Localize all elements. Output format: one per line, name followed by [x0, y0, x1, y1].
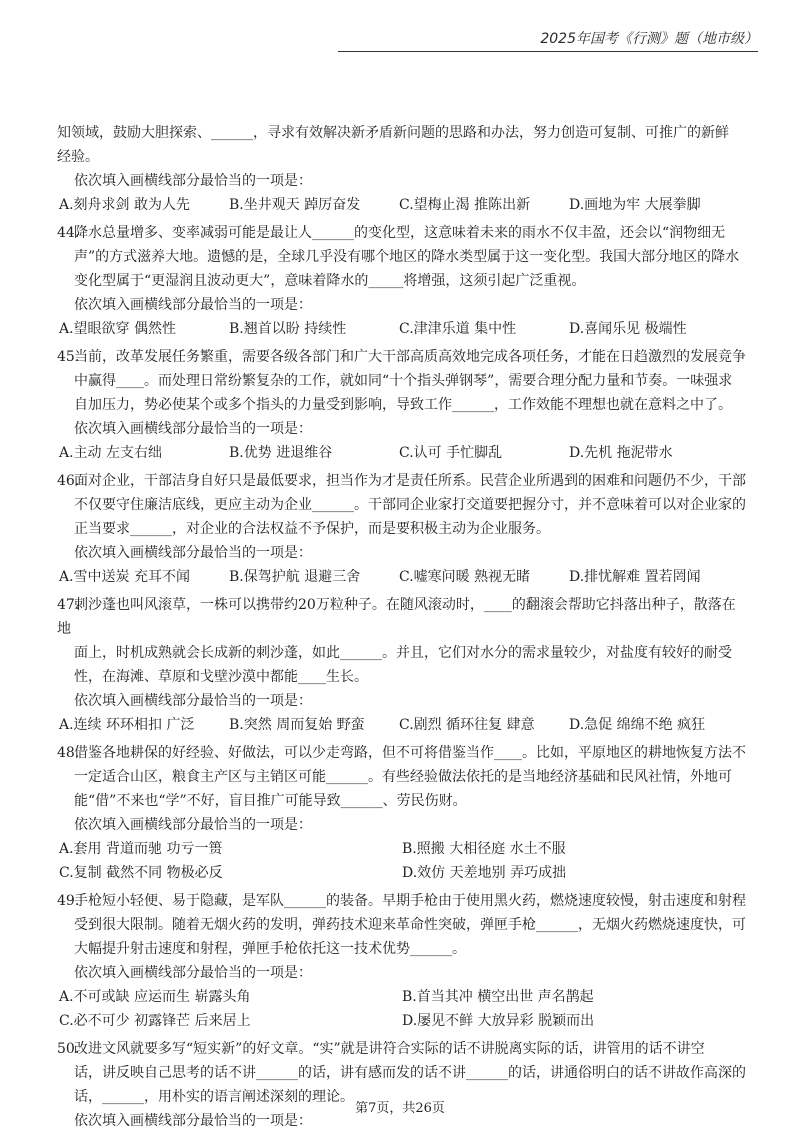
option-a[interactable]: A.主动 左支右绌: [59, 445, 163, 461]
question-text-line: 话，______，用朴实的语言阐述深刻的理论。: [74, 1089, 354, 1105]
question-text-line: 性，在海滩、草原和戈壁沙漠中都能____生长。: [74, 669, 368, 685]
question-text-line: 面上，时机成熟就会长成新的刺沙蓬，如此______。并且，它们对水分的需求量较少，对盐度有较好的耐受: [74, 645, 732, 661]
option-b[interactable]: B.翘首以盼 持续性: [229, 321, 347, 337]
options-row: [57, 713, 747, 737]
question-46: [57, 469, 747, 589]
question-text-line: 刺沙蓬也叫风滚草，一株可以携带约20万粒种子。在随风滚动时，____的翻滚会帮助它抖落出种子，散落在地: [57, 597, 736, 637]
question-text-line: 知领域，鼓励大胆探索、______，寻求有效解决新矛盾新问题的思路和办法，努力创造可复制、可推广的新鲜: [57, 125, 729, 141]
question-text-line: 正当要求______，对企业的合法权益不予保护，而是要积极主动为企业服务。: [74, 521, 550, 537]
question-text-line: 面对企业，干部洁身自好只是最低要求，担当作为才是责任所系。民营企业所遇到的困难和问题仍不少，干部: [74, 473, 746, 489]
question-number: 45.: [57, 349, 80, 365]
question-instruction: 依次填入画横线部分最恰当的一项是：: [74, 693, 312, 709]
option-d[interactable]: D.急促 绵绵不绝 疯狂: [569, 717, 706, 733]
option-a[interactable]: A.套用 背道而驰 功亏一篑: [59, 841, 223, 857]
question-text-line: 经验。: [57, 149, 99, 165]
option-a[interactable]: A.连续 环环相扣 广泛: [59, 717, 195, 733]
option-d[interactable]: D.画地为牢 大展拳脚: [569, 197, 701, 213]
question-number: 48.: [57, 745, 80, 761]
question-content: [57, 121, 747, 1133]
question-text-line: 手枪短小轻便、易于隐藏，是军队______的装备。早期手枪由于使用黑火药，燃烧速度较慢，射击速度和射程: [74, 893, 746, 909]
question-instruction: 依次填入画横线部分最恰当的一项是：: [74, 1113, 312, 1129]
options-row: [57, 837, 747, 861]
option-a[interactable]: A.雪中送炭 充耳不闻: [59, 569, 191, 585]
question-number: 46.: [57, 473, 80, 489]
question-instruction: 依次填入画横线部分最恰当的一项是：: [74, 817, 312, 833]
option-d[interactable]: D.屡见不鲜 大放异彩 脱颖而出: [402, 1013, 595, 1029]
question-text-line: 借鉴各地耕保的好经验、好做法，可以少走弯路，但不可将借鉴当作____。比如，平原地区的耕地恢复方法不: [74, 745, 746, 761]
option-b[interactable]: B.保驾护航 退避三舍: [229, 569, 361, 585]
question-instruction: 依次填入画横线部分最恰当的一项是：: [74, 545, 312, 561]
question-number: 50.: [57, 1041, 80, 1057]
option-a[interactable]: A.刻舟求剑 敢为人先: [59, 197, 191, 213]
question-text-line: 当前，改革发展任务繁重，需要各级各部门和广大干部高质高效地完成各项任务，才能在日趋激烈的发展竞争: [74, 349, 746, 365]
question-instruction: 依次填入画横线部分最恰当的一项是：: [74, 421, 312, 437]
option-c[interactable]: C.津津乐道 集中性: [399, 321, 517, 337]
option-c[interactable]: C.认可 手忙脚乱: [399, 445, 503, 461]
question-text-line: 声”的方式滋养大地。遗憾的是，全球几乎没有哪个地区的降水类型属于这一变化型。我国大部分地区的降水: [74, 249, 740, 265]
question-44: [57, 221, 747, 341]
option-c[interactable]: C.复制 截然不同 物极必反: [59, 865, 223, 881]
option-d[interactable]: D.先机 拖泥带水: [569, 445, 673, 461]
option-d[interactable]: D.排忧解难 置若罔闻: [569, 569, 701, 585]
option-c[interactable]: C.望梅止渴 推陈出新: [399, 197, 531, 213]
question-text-line: 改进文风就要多写“短实新”的好文章。“实”就是讲符合实际的话不讲脱离实际的话，讲管用的话不讲空: [74, 1041, 705, 1057]
option-b[interactable]: B.优势 进退维谷: [229, 445, 333, 461]
options-row: [57, 317, 747, 341]
question-text-line: 能“借”不来也“学”不好，盲目推广可能导致______、劳民伤财。: [74, 793, 467, 809]
options-row: [57, 565, 747, 589]
question-50: [57, 1037, 747, 1133]
question-text-line: 话，讲反映自己思考的话不讲______的话，讲有感而发的话不讲______的话，讲通俗明白的话不讲故作高深的: [74, 1065, 746, 1081]
option-b[interactable]: B.照搬 大相径庭 水土不服: [402, 841, 566, 857]
option-c[interactable]: C.剧烈 循环往复 肆意: [399, 717, 535, 733]
page-footer: 第7页，共26页: [355, 1101, 445, 1116]
question-number: 49.: [57, 893, 80, 909]
question-text-line: 变化型属于“更湿润且波动更大”，意味着降水的_____将增强，这须引起广泛重视。: [74, 273, 586, 289]
question-text-line: 中赢得____。而处理日常纷繁复杂的工作，就如同“十个指头弹钢琴”，需要合理分配力量和节奏。一味强求: [74, 373, 733, 389]
question-text-line: 降水总量增多、变率减弱可能是最让人______的变化型，这意味着未来的雨水不仅丰盈，还会以“润物细无: [74, 225, 726, 241]
question-45: [57, 345, 747, 465]
option-b[interactable]: B.坐井观天 踔厉奋发: [229, 197, 361, 213]
option-b[interactable]: B.突然 周而复始 野蛮: [229, 717, 365, 733]
option-b[interactable]: B.首当其冲 横空出世 声名鹊起: [402, 989, 594, 1005]
question-number: 44.: [57, 225, 80, 241]
question-number: 47.: [57, 597, 80, 613]
question-text-line: 大幅提升射击速度和射程，弹匣手枪依托这一技术优势______。: [74, 941, 466, 957]
option-a[interactable]: A.不可或缺 应运而生 崭露头角: [59, 989, 251, 1005]
question-instruction: 依次填入画横线部分最恰当的一项是：: [74, 173, 312, 189]
option-c[interactable]: C.嘘寒问暖 熟视无睹: [399, 569, 531, 585]
intro-question: [57, 121, 747, 217]
question-text-line: 不仅要守住廉洁底线，更应主动为企业______。干部同企业家打交道要把握分寸，并不意味着可以对企业家的: [74, 497, 746, 513]
option-a[interactable]: A.望眼欲穿 偶然性: [59, 321, 177, 337]
options-row: [57, 193, 747, 217]
question-instruction: 依次填入画横线部分最恰当的一项是：: [74, 965, 312, 981]
question-text-line: 一定适合山区，粮食主产区与主销区可能______。有些经验做法依托的是当地经济基础和民风社情，外地可: [74, 769, 732, 785]
option-d[interactable]: D.效仿 天差地别 弄巧成拙: [402, 865, 567, 881]
option-d[interactable]: D.喜闻乐见 极端性: [569, 321, 687, 337]
question-47: [57, 593, 747, 737]
question-text-line: 受到很大限制。随着无烟火药的发明，弹药技术迎来革命性突破，弹匣手枪______，无烟火药燃烧速度快，可: [74, 917, 746, 933]
options-row: [57, 985, 747, 1009]
question-instruction: 依次填入画横线部分最恰当的一项是：: [74, 297, 312, 313]
question-48: [57, 741, 747, 885]
options-row: [57, 441, 747, 465]
question-49: [57, 889, 747, 1033]
option-c[interactable]: C.必不可少 初露锋芒 后来居上: [59, 1013, 251, 1029]
options-row: [57, 861, 747, 885]
question-text-line: 自加压力，势必使某个或多个指头的力量受到影响，导致工作______，工作效能不理想也就在意料之中了。: [74, 397, 732, 413]
page-header: 2025年国考《行测》题（地市级）: [338, 28, 758, 52]
options-row: [57, 1009, 747, 1033]
